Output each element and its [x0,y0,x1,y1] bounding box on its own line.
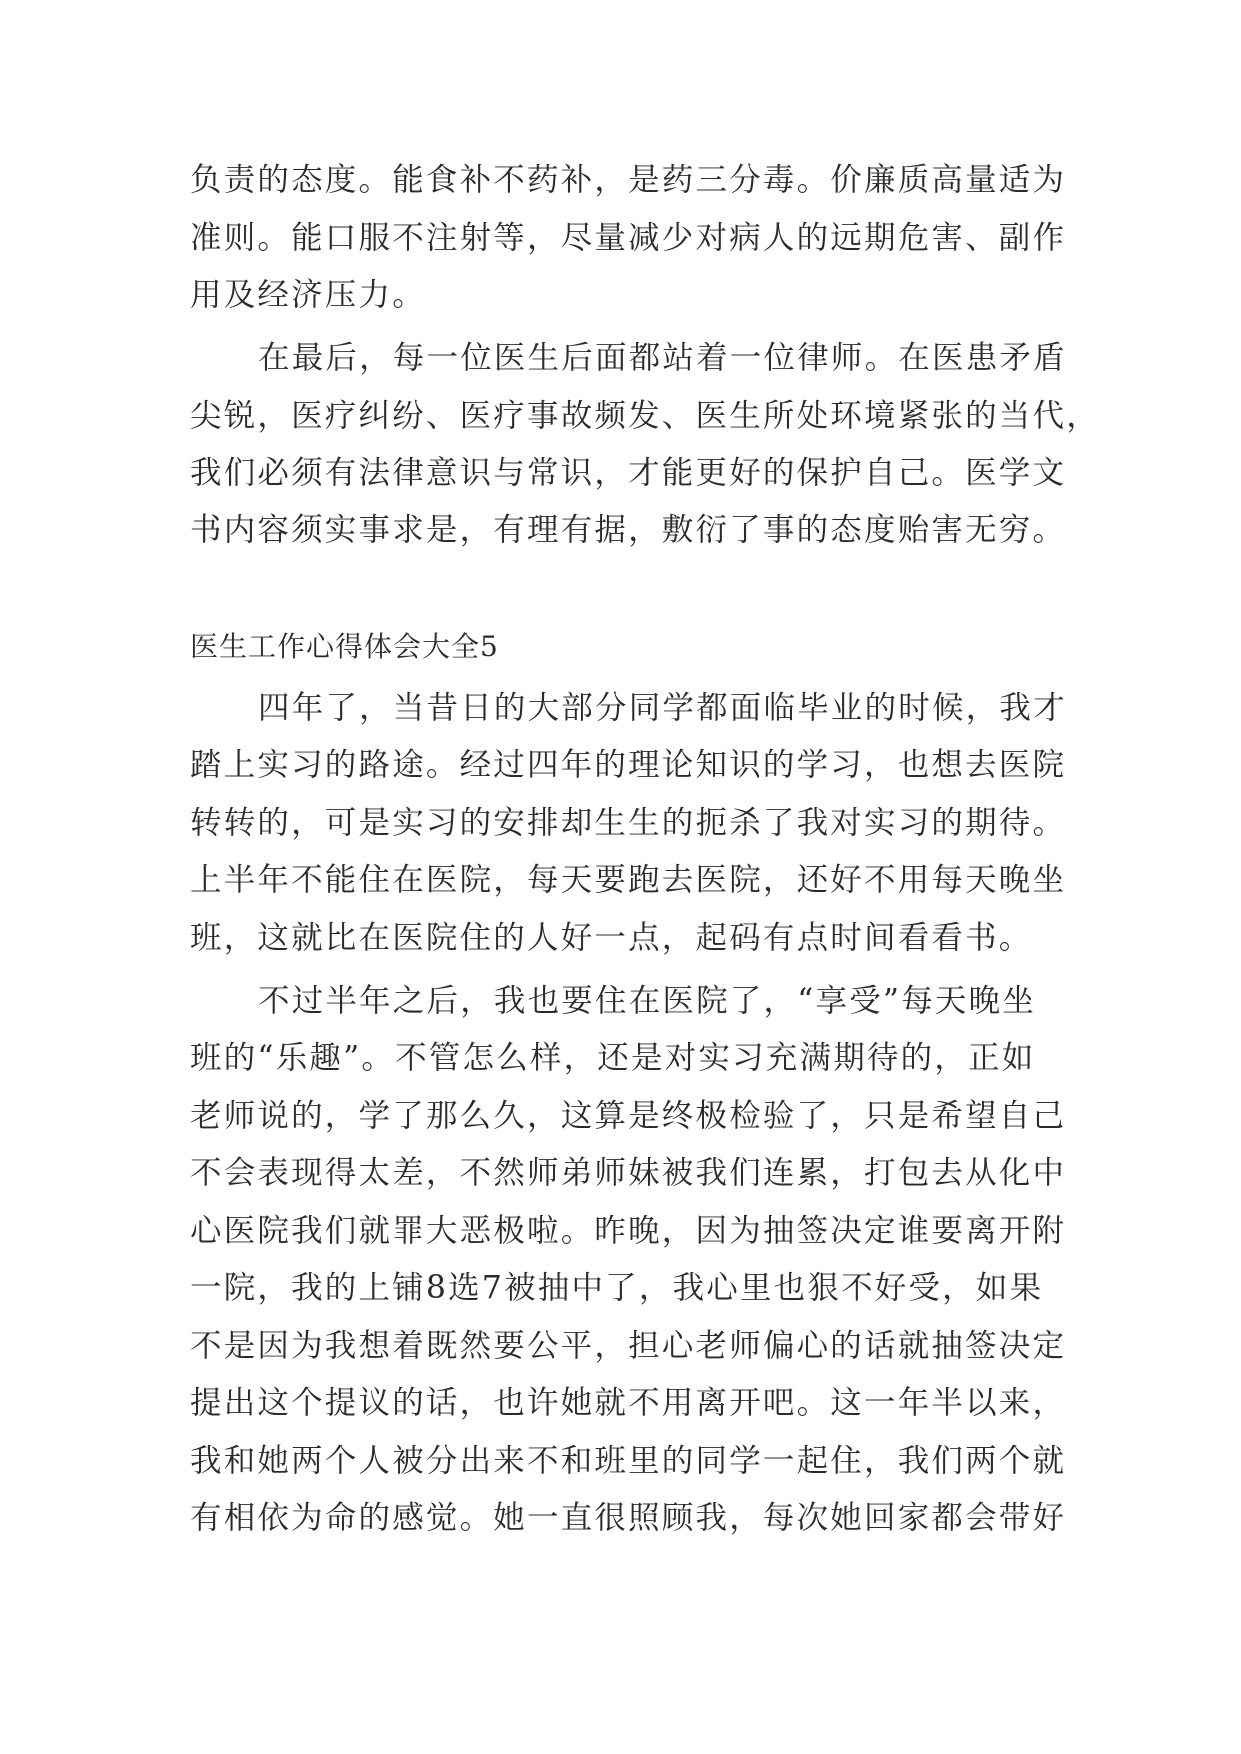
paragraph-line: 用及经济压力。 [190,277,426,313]
paragraph-line: 心医院我们就罪大恶极啦。昨晚，因为抽签决定谁要离开附 [190,1213,1067,1249]
paragraph-line: 我和她两个人被分出来不和班里的同学一起住，我们两个就 [190,1443,1067,1479]
paragraph-line: 班的“乐趣”。不管怎么样，还是对实习充满期待的，正如 [190,1040,1036,1076]
paragraph-line: 在最后，每一位医生后面都站着一位律师。在医患矛盾 [258,340,1067,376]
paragraph-line: 提出这个提议的话，也许她就不用离开吧。这一年半以来， [190,1385,1067,1421]
paragraph-line: 书内容须实事求是，有理有据，敷衍了事的态度贻害无穷。 [190,512,1067,548]
paragraph-line: 转转的，可是实习的安排却生生的扼杀了我对实习的期待。 [190,805,1067,841]
paragraph-line: 不过半年之后，我也要住在医院了，“享受”每天晚坐 [258,983,1037,1019]
paragraph-line: 老师说的，学了那么久，这算是终极检验了，只是希望自己 [190,1098,1067,1134]
paragraph-line: 四年了，当昔日的大部分同学都面临毕业的时候，我才 [258,690,1067,726]
paragraph-line: 班，这就比在医院住的人好一点，起码有点时间看看书。 [190,920,1033,956]
paragraph-line: 不会表现得太差，不然师弟师妹被我们连累，打包去从化中 [190,1155,1067,1191]
paragraph-line: 我们必须有法律意识与常识，才能更好的保护自己。医学文 [190,455,1067,491]
paragraph-line: 上半年不能住在医院，每天要跑去医院，还好不用每天晚坐 [190,862,1067,898]
paragraph-line: 不是因为我想着既然要公平，担心老师偏心的话就抽签决定 [190,1328,1067,1364]
paragraph-line: 踏上实习的路途。经过四年的理论知识的学习，也想去医院 [190,747,1067,783]
section-heading: 医生工作心得体会大全5 [190,630,499,663]
paragraph-line: 尖锐，医疗纠纷、医疗事故频发、医生所处环境紧张的当代， [190,398,1100,434]
paragraph-line: 一院，我的上铺8选7被抽中了，我心里也狠不好受，如果 [190,1270,1044,1306]
paragraph-line: 负责的态度。能食补不药补，是药三分毒。价廉质高量适为 [190,162,1067,198]
paragraph-line: 准则。能口服不注射等，尽量减少对病人的远期危害、副作 [190,220,1067,256]
paragraph-line: 有相依为命的感觉。她一直很照顾我，每次她回家都会带好 [190,1500,1067,1536]
